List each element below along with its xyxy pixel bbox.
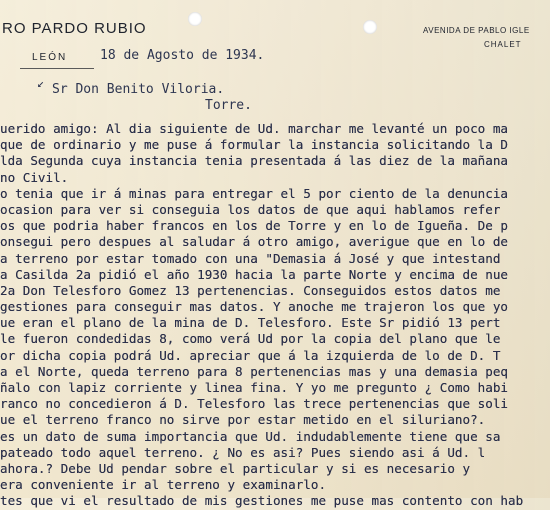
- letterhead-rule: [20, 68, 94, 69]
- body-line: a el Norte, queda terreno para 8 pertenencias mas y una demasia peq: [0, 363, 508, 379]
- body-line: ñalo con lapiz corriente y linea fina. Y yo me pregunto ¿ Como habi: [0, 380, 508, 395]
- body-line: ue eran el plano de la mina de D. Telesforo. Este Sr pidió 13 pert: [0, 315, 501, 331]
- body-line: or dicha copia podrá Ud. apreciar que á la izquierda de lo de D. T: [0, 347, 501, 363]
- body-line: le fueron condedidas 8, como verá Ud por la copia del plano que le: [0, 331, 501, 347]
- letterhead-city: LEÓN: [32, 52, 68, 63]
- body-line: ahora.? Debe Ud pendar sobre el particular y si es necesario y: [0, 460, 471, 476]
- body-line: gestiones para conseguir mas datos. Y anoche me trajeron los que yo: [0, 299, 508, 315]
- recipient-name: Sr Don Benito Viloria.: [52, 82, 225, 97]
- punch-hole-left: [188, 12, 202, 26]
- body-line: uerido amigo: Al dia siguiente de Ud. marchar me levanté un poco ma: [0, 121, 508, 136]
- body-line: que de ordinario y me puse á formular la instancia solicitando la D: [0, 137, 508, 153]
- body-line: os que podria haber francos en los de Torre y en lo de Igueña. De p: [0, 218, 508, 234]
- body-line: ocasion para ver si conseguia los datos de que aqui hablamos refer: [0, 201, 501, 217]
- letter-body: [0, 121, 550, 510]
- body-line: era conveniente ir al terreno y examinarlo.: [0, 477, 327, 493]
- recipient-place: Torre.: [205, 98, 252, 113]
- body-line: a Casilda 2a pidió el año 1930 hacia la parte Norte y encima de nue: [0, 266, 508, 282]
- punch-hole-right: [363, 20, 377, 34]
- body-line: tes que vi el resultado de mis gestiones me puse mas contento con hab: [0, 493, 524, 509]
- letterhead-building: CHALET: [484, 40, 522, 49]
- body-line: o tenia que ir á minas para entregar el 5 por ciento de la denuncia: [0, 185, 508, 201]
- body-line: 2a Don Telesforo Gomez 13 pertenencias. Conseguidos estos datos me: [0, 282, 501, 298]
- body-line: no Civil.: [0, 169, 69, 185]
- letterhead-address: AVENIDA DE PABLO IGLE: [423, 26, 530, 35]
- margin-mark: ↙: [37, 76, 45, 90]
- body-line: onsegui pero despues al saludar á otro amigo, averigue que en lo de: [0, 234, 508, 250]
- body-line: a terreno por estar tomado con una "Demasia á José y que intestand: [0, 250, 501, 266]
- letterhead-name: RO PARDO RUBIO: [2, 20, 147, 37]
- body-line: pateado todo aquel terreno. ¿ No es asi? Pues siendo asi á Ud. l: [0, 444, 486, 460]
- body-line: ranco no concedieron á D. Telesforo las trece pertenencias que soli: [0, 396, 508, 412]
- letter-date: 18 de Agosto de 1934.: [100, 48, 265, 63]
- body-line: ue el terreno franco no sirve por estar metido en el siluriano?.: [0, 412, 486, 428]
- body-line: lda Segunda cuya instancia tenia presentada á las diez de la mañana: [0, 153, 508, 169]
- body-line: es un dato de suma importancia que Ud. indudablemente tiene que sa: [0, 428, 501, 444]
